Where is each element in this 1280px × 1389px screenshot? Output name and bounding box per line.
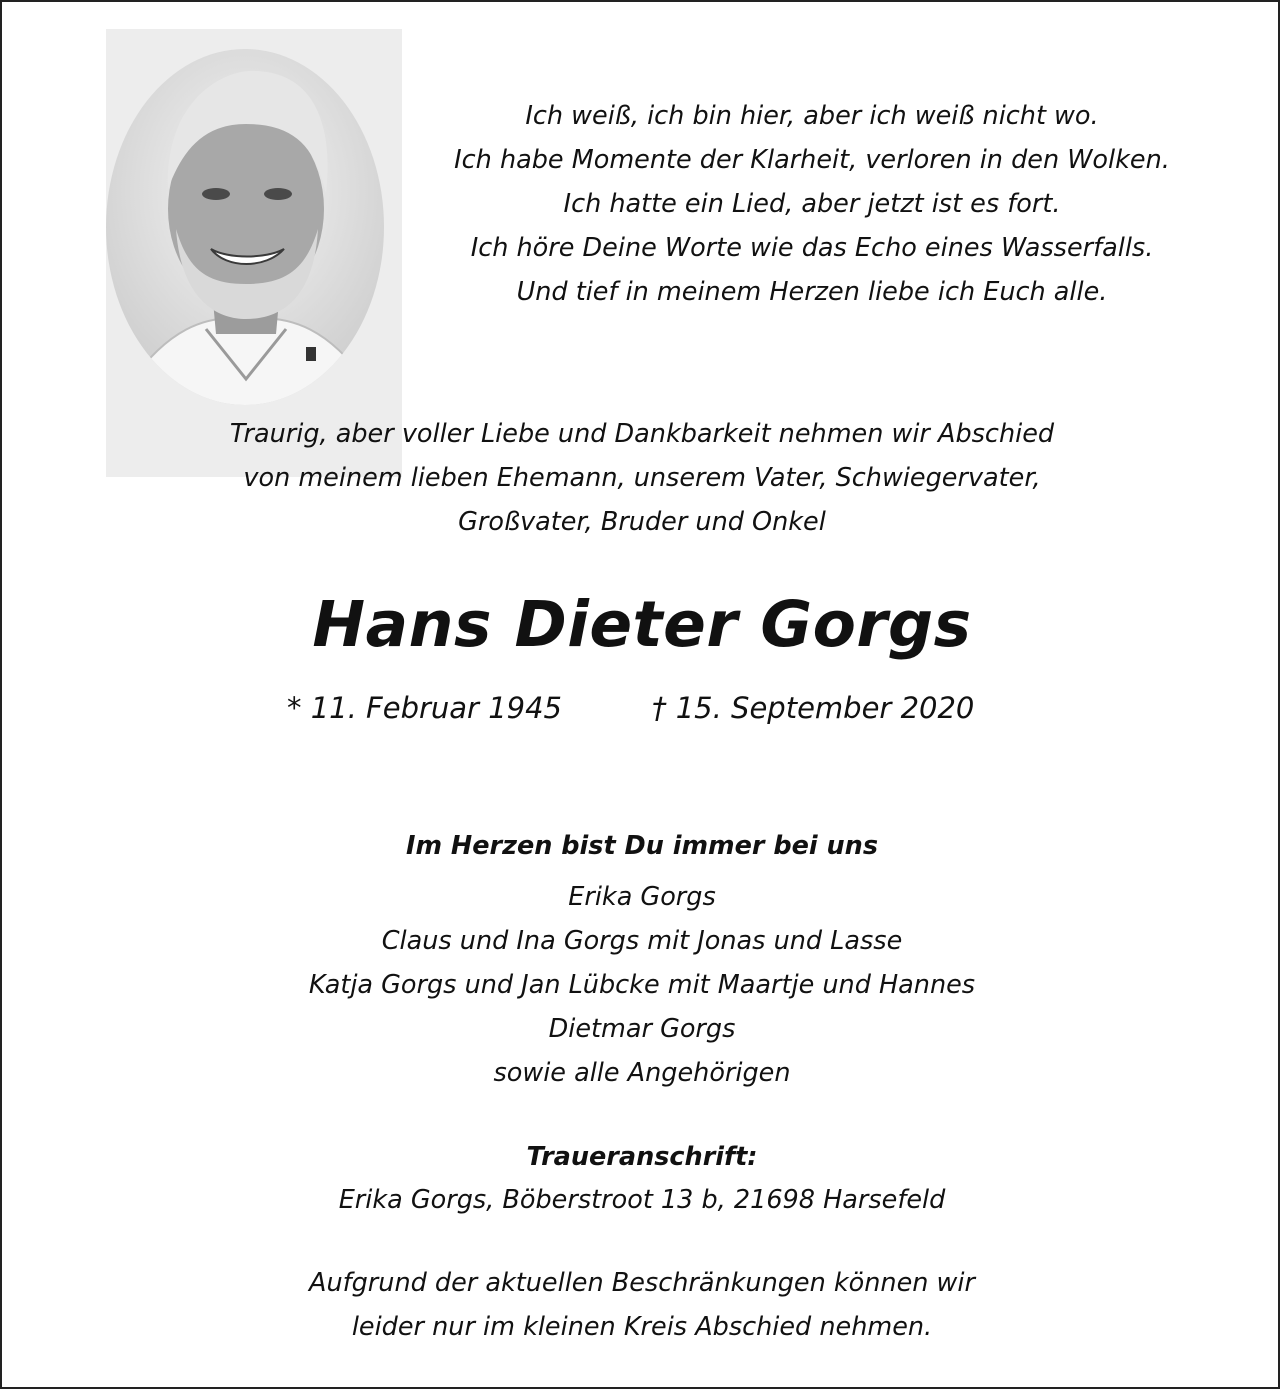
poem-line: Ich höre Deine Worte wie das Echo eines Wasserfalls.	[470, 233, 1154, 263]
poem	[397, 94, 1227, 314]
notice-line: leider nur im kleinen Kreis Abschied nehmen.	[351, 1312, 933, 1342]
birth-date: * 11. Februar 1945	[287, 691, 563, 725]
intro-line: Großvater, Bruder und Onkel	[458, 507, 826, 537]
portrait-photo	[106, 29, 402, 477]
closing-line: Im Herzen bist Du immer bei uns	[405, 831, 879, 861]
mourner: Claus und Ina Gorgs mit Jonas und Lasse	[381, 926, 903, 956]
intro-line: von meinem lieben Ehemann, unserem Vater, Schwiegervater,	[243, 463, 1041, 493]
poem-line: Ich habe Momente der Klarheit, verloren in den Wolken.	[454, 145, 1170, 175]
death-date: † 15. September 2020	[652, 691, 975, 725]
address-heading: Traueranschrift:	[526, 1142, 758, 1172]
deceased-name: Hans Dieter Gorgs	[312, 588, 972, 661]
mourner: Katja Gorgs und Jan Lübcke mit Maartje und Hannes	[308, 970, 976, 1000]
mourner: Erika Gorgs	[568, 882, 716, 912]
poem-line: Ich hatte ein Lied, aber jetzt ist es fort.	[563, 189, 1061, 219]
mourning-address: Erika Gorgs, Böberstroot 13 b, 21698 Harsefeld	[338, 1185, 946, 1215]
poem-line: Ich weiß, ich bin hier, aber ich weiß nicht wo.	[525, 101, 1099, 131]
poem-line: Und tief in meinem Herzen liebe ich Euch alle.	[516, 277, 1108, 307]
farewell-intro	[142, 412, 1142, 544]
mourner: sowie alle Angehörigen	[493, 1058, 791, 1088]
notice-line: Aufgrund der aktuellen Beschränkungen können wir	[309, 1268, 975, 1298]
intro-line: Traurig, aber voller Liebe und Dankbarkeit nehmen wir Abschied	[229, 419, 1055, 449]
mourner: Dietmar Gorgs	[548, 1014, 736, 1044]
restriction-notice	[2, 1261, 1280, 1349]
portrait-illustration	[106, 29, 402, 477]
mourners-list	[2, 875, 1280, 1095]
